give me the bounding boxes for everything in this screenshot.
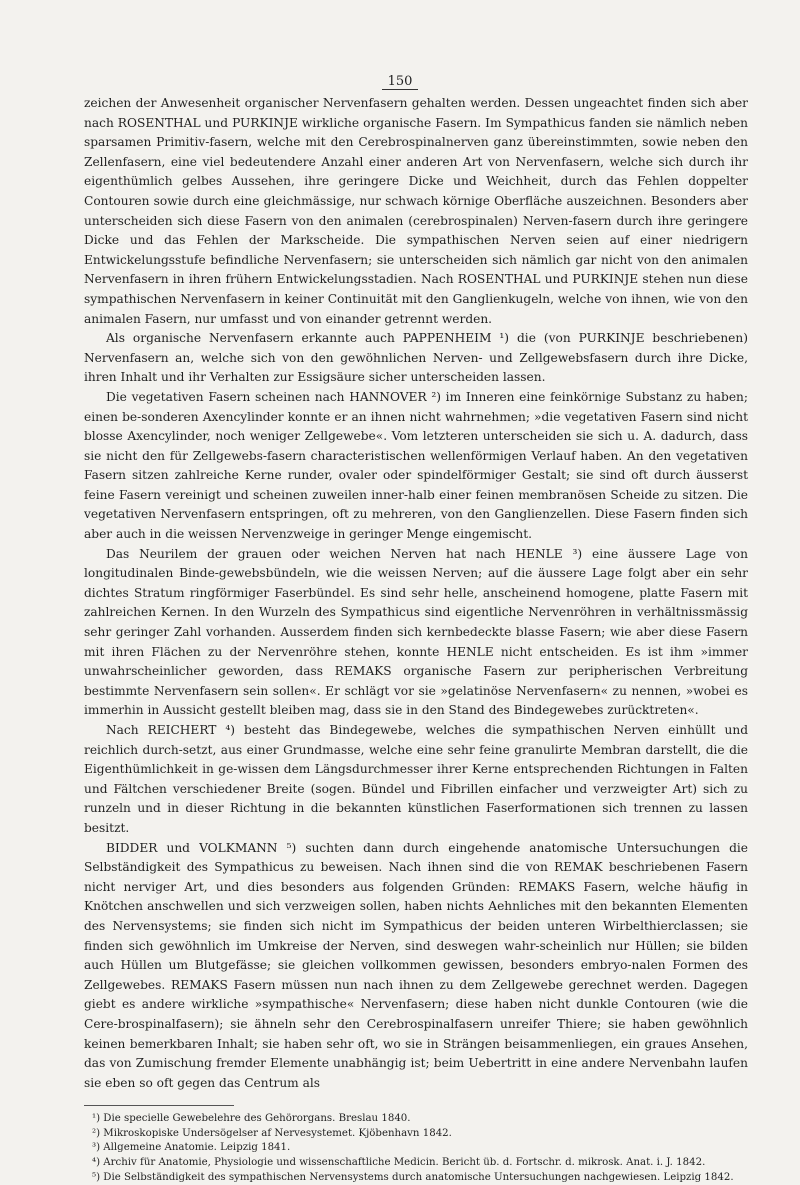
paragraph: Das Neurilem der grauen oder weichen Nerven hat nach HENLE ³) eine äussere Lage von longitudinalen Binde-gewebsbündeln, wie die weissen Nerven; auf die äussere Lage folgt aber ein sehr dichtes Stratum ringförmiger Faserbündel. Es sind sehr helle, anscheinend homogene, platte Fasern mit zahlreichen Kernen. In den Wurzeln des Sympathicus sind eigentliche Nervenröhren in verhältnissmässig sehr geringer Zahl vorhanden. Ausserdem finden sich kernbedeckte blasse Fasern; wie aber diese Fasern mit ihren Flächen zu der Nervenröhre stehen, konnte HENLE nicht entscheiden. Es ist ihm »immer unwahrscheinlicher geworden, dass REMAKS organische Fasern zur peripherischen Verbreitung bestimmte Nervenfasern sein sollen«. Er schlägt vor sie »gelatinöse Nervenfasern« zu nennen, »wobei es immerhin in Aussicht gestellt bleiben mag, dass sie in den Stand des Bindegewebes zurücktreten«. — [84, 546, 748, 718]
paragraph: Als organische Nervenfasern erkannte auch PAPPENHEIM ¹) die (von PURKINJE beschriebenen) Nervenfasern an, welche sich von den gewöhnlichen Nerven- und Zellgewebsfasern durch ihre Dicke, ihren Inhalt und ihr Verhalten zur Essigsäure sicher unterscheiden lassen. — [84, 331, 748, 385]
footnote: ⁴) Archiv für Anatomie, Physiologie und wissenschaftliche Medicin. Bericht üb. d. Fortschr. d. mikrosk. Anat. i. J. 1842. — [92, 1157, 706, 1169]
footnotes — [84, 1112, 748, 1185]
paragraph: Die vegetativen Fasern scheinen nach HANNOVER ²) im Inneren eine feinkörnige Substanz zu haben; einen be-sonderen Axencylinder konnte er an ihnen nicht wahrnehmen; »die vegetativen Fasern sind nicht blosse Axencylinder, noch weniger Zellgewebe«. Vom letzteren unterscheiden sie sich u. A. dadurch, dass sie nicht den für Zellgewebs-fasern characteristischen wellenförmigen Verlauf haben. An den vegetativen Fasern sitzen zahlreiche Kerne runder, ovaler oder spindelförmiger Gestalt; sie sind oft durch äusserst feine Fasern vereinigt und scheinen zuweilen inner-halb einer feinen membranösen Scheide zu sitzen. Die vegetativen Nervenfasern entspringen, oft zu mehreren, von den Ganglienzellen. Diese Fasern finden sich aber auch in die weissen Nervenzweige in geringer Menge eingemischt. — [84, 389, 748, 542]
paragraph: zeichen der Anwesenheit organischer Nervenfasern gehalten werden. Dessen ungeachtet finden sich aber nach ROSENTHAL und PURKINJE wirkliche organische Fasern. Im Sympathicus fanden sie nämlich neben sparsamen Primitiv-fasern, welche mit den Cerebrospinalnerven ganz übereinstimmten, sowie neben den Zellenfasern, eine viel bedeutendere Anzahl einer anderen Art von Nervenfasern, welche sich durch ihr eigenthümlich gelbes Aussehen, ihre geringere Dicke und Weichheit, durch das Fehlen doppelter Contouren sowie durch eine gleichmässige, nur schwach körnige Oberfläche auszeichnen. Besonders aber unterscheiden sich diese Fasern von den animalen (cerebrospinalen) Nerven-fasern durch ihre geringere Dicke und das Fehlen der Markscheide. Die sympathischen Nerven seien auf einer niedrigern Entwickelungsstufe befindliche Nervenfasern; sie unterscheiden sich nämlich gar nicht von den animalen Nervenfasern in ihren frühern Entwickelungsstadien. Nach ROSENTHAL und PURKINJE stehen nun diese sympathischen Nervenfasern in keiner Continuität mit den Ganglienkugeln, welche von ihnen, wie von den animalen Fasern, nur umfasst und von einander getrennt werden. — [84, 96, 748, 326]
footnote: ³) Allgemeine Anatomie. Leipzig 1841. — [92, 1142, 291, 1154]
paragraph: Nach REICHERT ⁴) besteht das Bindegewebe, welches die sympathischen Nerven einhüllt und reichlich durch-setzt, aus einer Grundmasse, welche eine sehr feine granulirte Membran darstellt, die die Eigenthümlichkeit in ge-wissen dem Längsdurchmesser ihrer Kerne entsprechenden Richtungen in Falten und Fältchen verschiedener Breite (sogen. Bündel und Fibrillen einfacher und verzweigter Art) sich zu runzeln und in dieser Richtung in die bekannten künstlichen Faserformationen sich trennen zu lassen besitzt. — [84, 723, 748, 835]
footnote-divider — [84, 1105, 234, 1106]
footnote: ²) Mikroskopiske Undersögelser af Nervesystemet. Kjöbenhavn 1842. — [92, 1127, 452, 1139]
footnote: ¹) Die specielle Gewebelehre des Gehörorgans. Breslau 1840. — [92, 1113, 411, 1125]
footnote: ⁵) Die Selbständigkeit des sympathischen Nervensystems durch anatomische Untersuchungen nachgewiesen. Leipzig 1842. — [92, 1171, 734, 1183]
page-number: 150 — [0, 74, 800, 89]
body-text — [84, 94, 748, 1093]
paragraph: BIDDER und VOLKMANN ⁵) suchten dann durch eingehende anatomische Untersuchungen die Selbständigkeit des Sympathicus zu beweisen. Nach ihnen sind die von REMAK beschriebenen Fasern nicht nerviger Art, und dies besonders aus folgenden Gründen: REMAKS Fasern, welche häufig in Knötchen anschwellen und sich verzweigen sollen, haben nichts Aehnliches mit den bekannten Elementen des Nervensystems; sie finden sich nicht im Sympathicus der beiden unteren Wirbelthierclassen; sie finden sich gewöhnlich im Umkreise der Nerven, sind deswegen wahr-scheinlich nur Hüllen; sie bilden auch Hüllen um Blutgefässe; sie gleichen vollkommen gewissen, besonders embryo-nalen Formen des Zellgewebes. REMAKS Fasern müssen nun nach ihnen zu dem Zellgewebe gerechnet werden. Dagegen giebt es andere wirkliche »sympathische« Nervenfasern; diese haben nicht dunkle Contouren (wie die Cere-brospinalfasern); sie ähneln sehr den Cerebrospinalfasern unreifer Thiere; sie haben gewöhnlich keinen bemerkbaren Inhalt; sie haben sehr oft, wo sie in Strängen beisammenliegen, ein graues Ansehen, das von Zumischung fremder Elemente unabhängig ist; beim Uebertritt in eine andere Nervenbahn laufen sie eben so oft gegen das Centrum als — [84, 840, 748, 1090]
